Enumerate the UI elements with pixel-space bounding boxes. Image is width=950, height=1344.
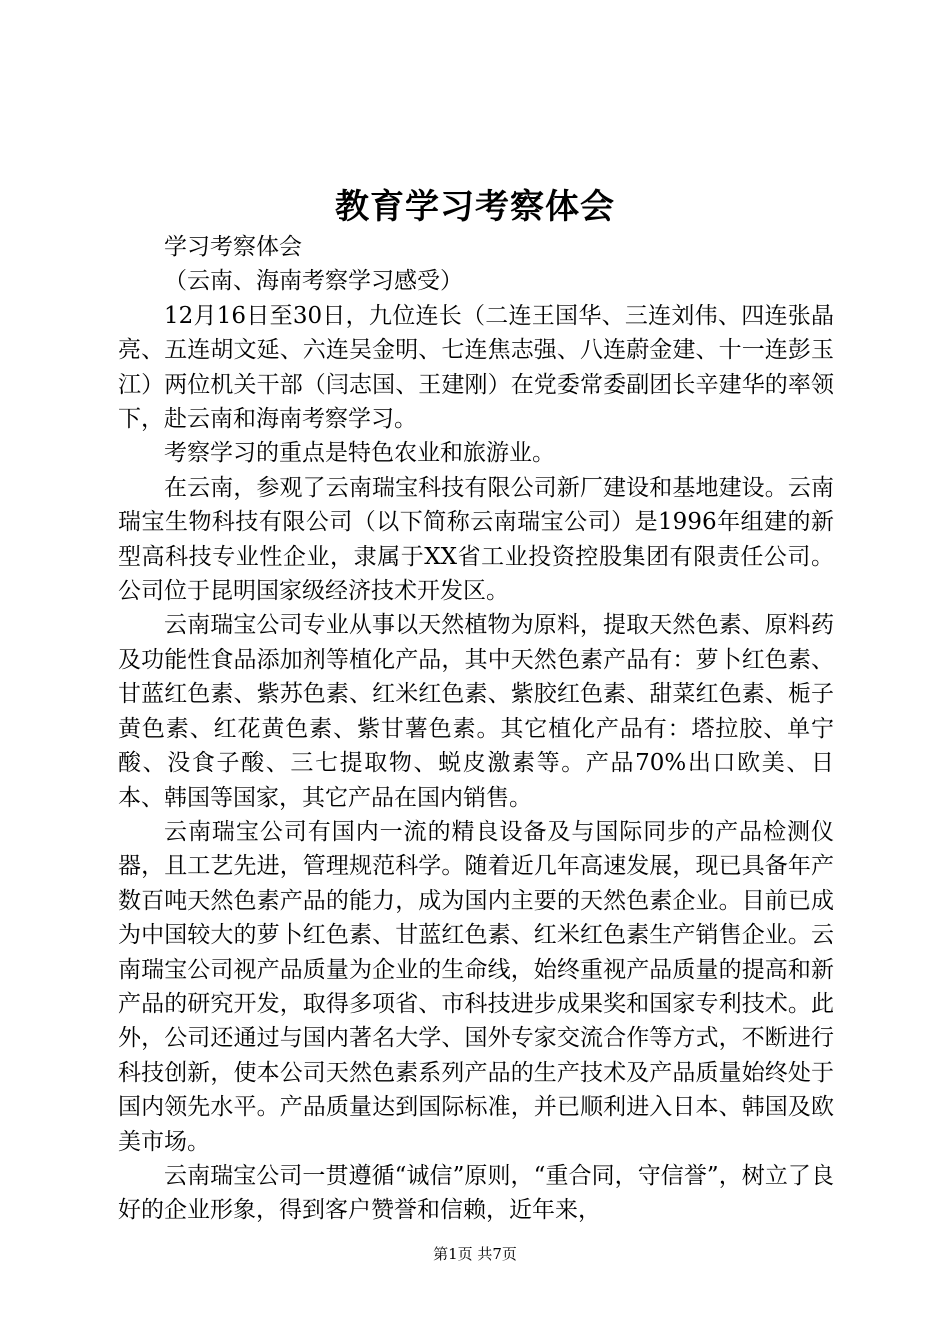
page-number-footer: 第1页 共7页 bbox=[433, 1245, 517, 1263]
paragraph-heading: 学习考察体会 bbox=[164, 234, 302, 260]
paragraph-intro: 12月16日至30日，九位连长（二连王国华、三连刘伟、四连张晶亮、五连胡文延、六连吴金明、七连焦志强、八连蔚金建、十一连彭玉江）两位机关干部（闫志国、王建刚）在党委常委副团长辛建华的率领下，赴云南和海南考察学习。 bbox=[118, 302, 834, 433]
paragraph-products: 云南瑞宝公司专业从事以天然植物为原料，提取天然色素、原料药及功能性食品添加剂等植化产品，其中天然色素产品有：萝卜红色素、甘蓝红色素、紫苏色素、红米红色素、紫胶红色素、甜菜红色素、栀子黄色素、红花黄色素、紫甘薯色素。其它植化产品有：塔拉胶、单宁酸、没食子酸、三七提取物、蜕皮激素等。产品70%出口欧美、日本、韩国等国家，其它产品在国内销售。 bbox=[118, 612, 834, 811]
paragraph-focus: 考察学习的重点是特色农业和旅游业。 bbox=[164, 440, 555, 467]
paragraph-equipment: 云南瑞宝公司有国内一流的精良设备及与国际同步的产品检测仪器，且工艺先进，管理规范科学。随着近几年高速发展，现已具备年产数百吨天然色素产品的能力，成为国内主要的天然色素企业。目前已成为中国较大的萝卜红色素、甘蓝红色素、红米红色素生产销售企业。云南瑞宝公司视产品质量为企业的生命线，始终重视产品质量的提高和新产品的研究开发，取得多项省、市科技进步成果奖和国家专利技术。此外，公司还通过与国内著名大学、国外专家交流合作等方式，不断进行科技创新，使本公司天然色素系列产品的生产技术及产品质量始终处于国内领先水平。产品质量达到国际标准，并已顺利进入日本、韩国及欧美市场。 bbox=[118, 818, 834, 1155]
paragraph-integrity: 云南瑞宝公司一贯遵循“诚信”原则，“重合同，守信誉”，树立了良好的企业形象，得到客户赞誉和信赖，近年来， bbox=[118, 1162, 834, 1224]
document-body bbox=[118, 230, 834, 1228]
paragraph-yunnan-visit: 在云南，参观了云南瑞宝科技有限公司新厂建设和基地建设。云南瑞宝生物科技有限公司（以下简称云南瑞宝公司）是1996年组建的新型高科技专业性企业，隶属于XX省工业投资控股集团有限责任公司。公司位于昆明国家级经济技术开发区。 bbox=[118, 474, 834, 605]
paragraph-subheading: （云南、海南考察学习感受） bbox=[164, 268, 463, 295]
document-title: 教育学习考察体会 bbox=[335, 187, 615, 227]
